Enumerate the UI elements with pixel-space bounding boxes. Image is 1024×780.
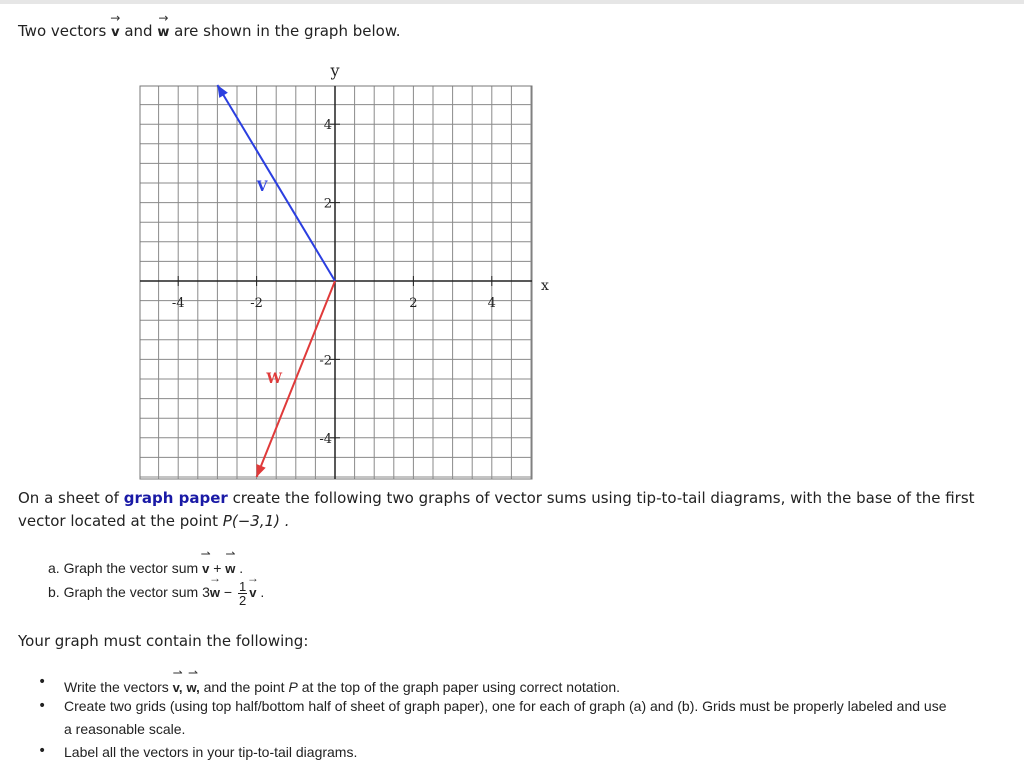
task-a: a. Graph the vector sum ⇀ v + ⇀ w . xyxy=(48,547,244,576)
req-w: ⇀ w, xyxy=(186,666,200,695)
task-b-v: → v xyxy=(246,571,259,601)
y-tick-label: 4 xyxy=(323,118,332,134)
y-tick-label: -2 xyxy=(319,353,332,369)
grid xyxy=(140,86,532,479)
vector-graph xyxy=(110,60,570,490)
one-half-fraction: $\frac{1}{2}$ xyxy=(238,579,247,608)
y-tick-label: -4 xyxy=(319,431,332,447)
vector-w-symbol: → w xyxy=(157,11,170,40)
requirement-2-line-1: Create two grids (using top half/bottom half of sheet of graph paper), one for each of graph (a) and (b). Grids must be properly labeled and use xyxy=(64,698,947,714)
x-axis-label: x xyxy=(541,278,549,294)
graph-paper-link[interactable]: graph paper xyxy=(123,489,228,507)
requirements-heading: Your graph must contain the following: xyxy=(18,632,309,650)
requirement-1: Write the vectors ⇀ v, ⇀ w, and the point P at the top of the graph paper using correct notation. xyxy=(64,666,621,695)
task-a-v: ⇀ v xyxy=(200,547,211,576)
y-axis-label: y xyxy=(330,61,340,80)
vector-w-label: W xyxy=(266,370,283,387)
task-b: b. Graph the vector sum 3 → w − $\frac{1}{2}$ → v . xyxy=(48,571,265,608)
instruction-line-1: On a sheet of graph paper create the following two graphs of vector sums using tip-to-tail diagrams, with the base of the first xyxy=(18,489,975,507)
grid-border xyxy=(140,86,532,479)
requirement-3: Label all the vectors in your tip-to-tail diagrams. xyxy=(64,744,358,760)
x-tick-label: -2 xyxy=(250,296,263,311)
task-a-w: ⇀ w xyxy=(225,547,236,576)
point-p: P(−3,1) . xyxy=(222,512,290,530)
x-tick-label: 2 xyxy=(409,296,418,311)
vector-v-arrowhead xyxy=(217,85,227,98)
vector-v-label: V xyxy=(256,178,268,195)
vector-w-arrowhead xyxy=(256,464,265,477)
x-tick-label: -4 xyxy=(171,296,185,311)
bullet-1: • xyxy=(38,674,47,690)
top-divider xyxy=(0,0,1024,4)
task-b-w: → w xyxy=(208,571,221,601)
y-tick-label: 2 xyxy=(323,196,332,212)
x-tick-label: 4 xyxy=(487,296,496,311)
instruction-line-2: vector located at the point P(−3,1) . xyxy=(18,512,290,530)
requirement-2-line-2: a reasonable scale. xyxy=(64,721,186,737)
intro-text: Two vectors → v and → w are shown in the graph below. xyxy=(18,11,401,40)
vector-v-symbol: → v xyxy=(110,11,121,40)
bullet-2: • xyxy=(38,698,47,714)
req-v: ⇀ v, xyxy=(172,666,183,695)
bullet-3: • xyxy=(38,743,47,759)
